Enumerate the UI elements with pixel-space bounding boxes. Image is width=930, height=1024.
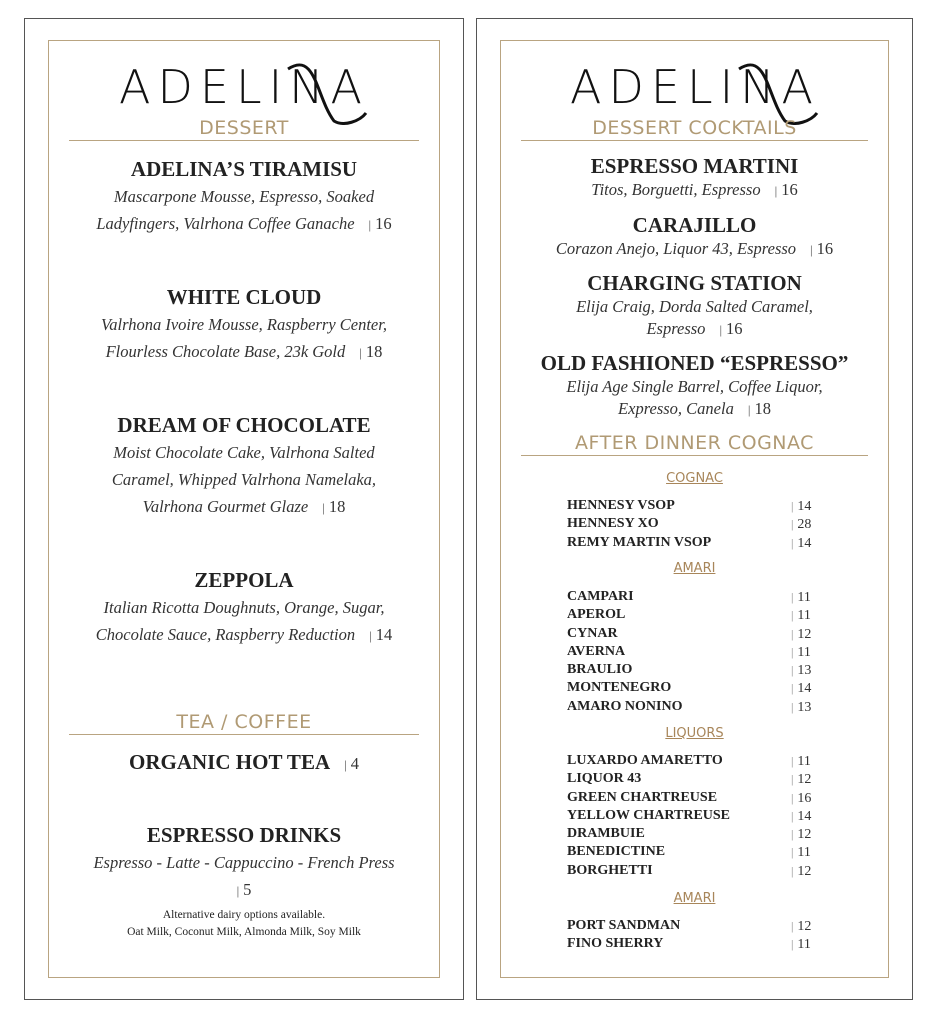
list-item: CYNAR | 12 [567, 625, 812, 642]
item-name: CHARGING STATION [587, 271, 802, 295]
amari-subheading: AMARI [673, 561, 716, 576]
list-item: LIQUOR 43 | 12 [567, 771, 812, 788]
item-description: Moist Chocolate Cake, Valrhona Salted Caramel, Whipped Valrhona Namelaka, Valrhona Gourmet Glaze | 18 [111, 443, 377, 516]
item-name: WHITE CLOUD [166, 285, 322, 309]
item-description: Corazon Anejo, Liquor 43, Espresso | 16 [555, 239, 834, 258]
item-description: Titos, Borguetti, Espresso | 16 [591, 180, 798, 199]
item-price: 16 [816, 239, 834, 258]
item-name: OLD FASHIONED “ESPRESSO” [540, 351, 849, 375]
dessert-cocktails-heading: DESSERT COCKTAILS [521, 117, 868, 141]
list-item: APEROL | 11 [567, 607, 811, 624]
cocktail-item [501, 270, 888, 341]
item-price: 4 [350, 754, 359, 773]
cocktail-item [501, 350, 888, 421]
desc-line: Titos, Borguetti, Espresso [591, 180, 761, 199]
desc-line: Ladyfingers, Valrhona Coffee Ganache [96, 214, 355, 233]
dessert-heading: DESSERT [69, 117, 419, 141]
item-price: 5 [243, 880, 252, 899]
item-name: CARAJILLO [632, 213, 757, 237]
brand-name: ADELINA [118, 60, 370, 114]
desc-line: Espresso - Latte - Cappuccino - French Press [93, 853, 395, 872]
cocktail-item [501, 212, 888, 261]
list-item: BRAULIO | 13 [567, 662, 812, 679]
item-name: ESPRESSO DRINKS [146, 823, 342, 847]
list-item: HENNESY VSOP | 14 [567, 498, 812, 514]
item-price: 18 [754, 399, 771, 418]
cocktail-item [501, 153, 888, 202]
list-item: DRAMBUIE | 12 [567, 826, 812, 843]
amari-subheading: AMARI [673, 891, 716, 906]
list-item: PORT SANDMAN | 12 [567, 918, 812, 934]
desc-line: Chocolate Sauce, Raspberry Reduction [95, 625, 356, 644]
item-description: Valrhona Ivoire Mousse, Raspberry Center, Flourless Chocolate Base, 23k Gold | 18 [101, 315, 387, 361]
item-name: ORGANIC HOT TEA [129, 750, 331, 774]
desc-line: Flourless Chocolate Base, 23k Gold [105, 342, 346, 361]
item-name: ZEPPOLA [194, 568, 294, 592]
list-item: CAMPARI | 11 [567, 589, 811, 605]
list-item: MONTENEGRO | 14 [567, 680, 812, 697]
list-item: GREEN CHARTREUSE | 16 [567, 789, 812, 806]
brand-logo [501, 51, 888, 121]
menu-frame [500, 40, 889, 978]
amari-list [567, 917, 827, 954]
desc-line: Elija Age Single Barrel, Coffee Liquor, [566, 377, 823, 396]
desc-line: Italian Ricotta Doughnuts, Orange, Sugar, [103, 598, 385, 617]
desc-line: Valrhona Ivoire Mousse, Raspberry Center, [101, 315, 387, 334]
item-price: 16 [375, 214, 392, 233]
tea-coffee-heading: TEA / COFFEE [69, 711, 419, 735]
list-item: HENNESY XO | 28 [567, 516, 812, 533]
item-price: 16 [781, 180, 798, 199]
item-price: 18 [328, 497, 346, 516]
cognac-list [567, 497, 827, 552]
brand-name: ADELINA [569, 60, 820, 114]
menu-item [49, 821, 439, 904]
desc-line: Expresso, Canela [618, 399, 734, 418]
item-price: 16 [726, 319, 743, 338]
menu-item [49, 283, 439, 366]
item-name: DREAM OF CHOCOLATE [117, 413, 371, 437]
desc-line: Espresso [646, 319, 706, 338]
item-name: ADELINA’S TIRAMISU [130, 157, 358, 181]
brand-logo [49, 51, 439, 121]
menu-item [49, 566, 439, 649]
cognac-subheading: COGNAC [666, 471, 723, 486]
liquors-list [567, 752, 827, 880]
note-line: Alternative dairy options available. [162, 909, 326, 921]
menu-item: ORGANIC HOT TEA | 4 [129, 750, 359, 774]
desc-line: Corazon Anejo, Liquor 43, Espresso [555, 239, 797, 258]
item-price: 18 [365, 342, 383, 361]
item-description: Elija Age Single Barrel, Coffee Liquor, Expresso, Canela | 18 [566, 377, 823, 418]
dessert-menu-panel [24, 18, 464, 1000]
list-item: AMARO NONINO | 13 [567, 698, 812, 715]
item-price: 14 [375, 625, 393, 644]
item-description: Italian Ricotta Doughnuts, Orange, Sugar, Chocolate Sauce, Raspberry Reduction | 14 [95, 598, 393, 644]
desc-line: Valrhona Gourmet Glaze [142, 497, 309, 516]
desc-line: Caramel, Whipped Valrhona Namelaka, [111, 470, 377, 489]
list-item: BORGHETTI | 12 [567, 862, 812, 879]
list-item: FINO SHERRY | 11 [567, 936, 811, 953]
list-item: AVERNA | 11 [567, 643, 811, 660]
list-item: LUXARDO AMARETTO | 11 [567, 753, 811, 769]
list-item: YELLOW CHARTREUSE | 14 [567, 807, 812, 824]
desc-line: Moist Chocolate Cake, Valrhona Salted [113, 443, 375, 462]
list-item: REMY MARTIN VSOP | 14 [567, 534, 812, 551]
desc-line: Elija Craig, Dorda Salted Caramel, [576, 297, 813, 316]
item-description: Mascarpone Mousse, Espresso, Soaked Ladyfingers, Valrhona Coffee Ganache | 16 [96, 187, 392, 233]
item-description: Espresso - Latte - Cappuccino - French Press | 5 [93, 853, 395, 899]
menu-item [49, 155, 439, 238]
item-name: ESPRESSO MARTINI [590, 154, 799, 178]
after-dinner-heading: AFTER DINNER COGNAC [521, 432, 868, 456]
menu-item [49, 411, 439, 521]
desc-line: Mascarpone Mousse, Espresso, Soaked [113, 187, 375, 206]
item-description: Elija Craig, Dorda Salted Caramel, Espresso | 16 [576, 297, 813, 338]
amari-list [567, 588, 827, 716]
list-item: BENEDICTINE | 11 [567, 844, 811, 861]
menu-frame [48, 40, 440, 978]
drinks-menu-panel [476, 18, 913, 1000]
liquors-subheading: LIQUORS [665, 726, 724, 741]
dairy-note [49, 907, 439, 941]
note-line: Oat Milk, Coconut Milk, Almonda Milk, Soy Milk [127, 926, 361, 938]
